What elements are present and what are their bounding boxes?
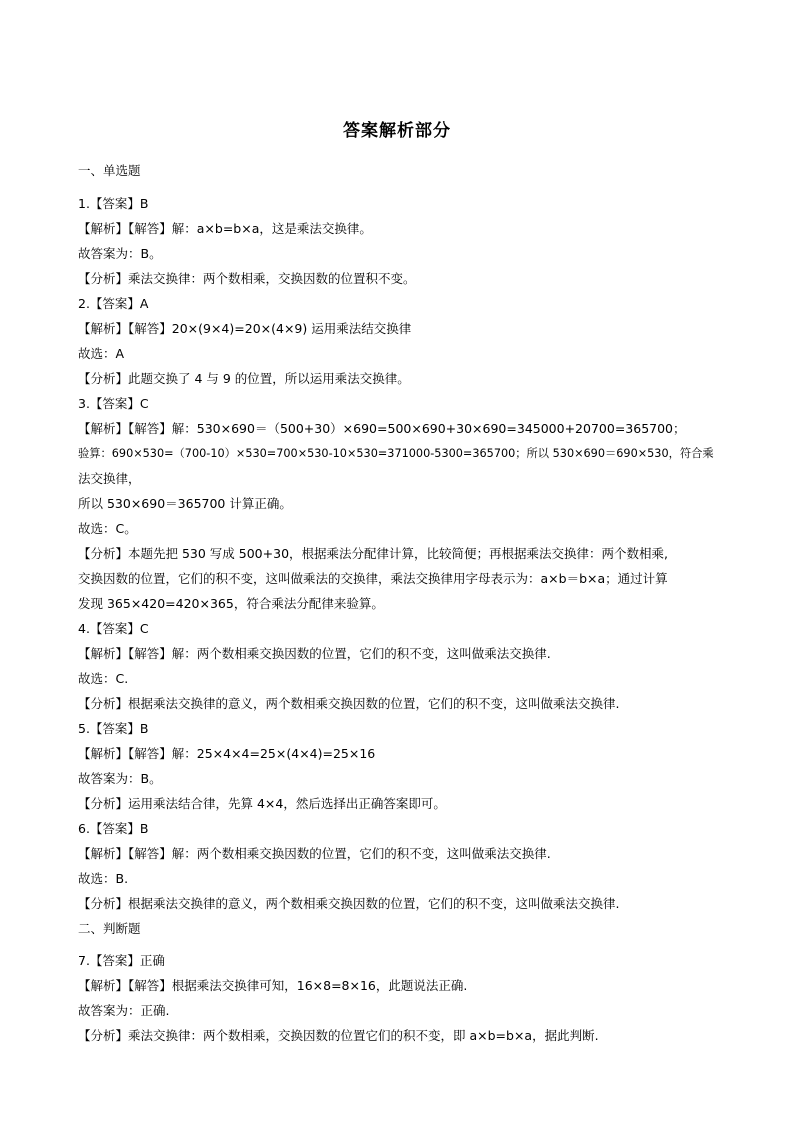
answer-line: 4.【答案】C [78,621,149,636]
text-line: 发现 365×420=420×365，符合乘法分配律来验算。 [78,596,384,611]
answer-line: 2.【答案】A [78,296,149,311]
text-line: 【解析】【解答】根据乘法交换律可知，16×8=8×16，此题说法正确. [78,978,468,993]
text-line: 【分析】本题先把 530 写成 500+30，根据乘法分配律计算，比较简便；再根据乘法交换律：两个数相乘, [78,546,668,561]
text-line: 【解析】【解答】20×(9×4)=20×(4×9) 运用乘法结交换律 [78,321,412,336]
answer-line: 1.【答案】B [78,196,149,211]
text-line: 【分析】根据乘法交换律的意义，两个数相乘交换因数的位置，它们的积不变，这叫做乘法交换律. [78,896,620,911]
text-line: 【解析】【解答】解：530×690＝（500+30）×690=500×690+30×690=345000+20700=365700； [78,421,686,436]
text-line: 故答案为：B。 [78,246,162,261]
answer-line: 6.【答案】B [78,821,149,836]
answer-line: 7.【答案】正确 [78,953,165,968]
answer-line: 5.【答案】B [78,721,149,736]
text-line: 交换因数的位置，它们的积不变，这叫做乘法的交换律，乘法交换律用字母表示为：a×b＝b×a；通过计算 [78,571,668,586]
text-line: 故选：C. [78,671,129,686]
text-line: 故选：C。 [78,521,137,536]
text-line: 【分析】运用乘法结合律，先算 4×4，然后选择出正确答案即可。 [78,796,446,811]
text-line: 【分析】根据乘法交换律的意义，两个数相乘交换因数的位置，它们的积不变，这叫做乘法交换律. [78,696,620,711]
text-line: 故选：B. [78,871,129,886]
text-line: 【分析】乘法交换律：两个数相乘，交换因数的位置积不变。 [78,271,416,286]
text-line: 验算：690×530=（700-10）×530=700×530-10×530=371000-5300=365700；所以 530×690＝690×530，符合乘 [78,447,714,460]
text-line: 故答案为：B。 [78,771,162,786]
page-title: 答案解析部分 [343,121,451,141]
text-line: 【解析】【解答】解：两个数相乘交换因数的位置，它们的积不变，这叫做乘法交换律. [78,646,551,661]
text-line: 所以 530×690＝365700 计算正确。 [78,496,292,511]
text-line: 【分析】此题交换了 4 与 9 的位置，所以运用乘法交换律。 [78,371,410,386]
text-line: 【解析】【解答】解：25×4×4=25×(4×4)=25×16 [78,746,376,761]
text-line: 故选：A [78,346,125,361]
text-line: 【解析】【解答】解：a×b=b×a，这是乘法交换律。 [78,221,372,236]
text-line: 【分析】乘法交换律：两个数相乘，交换因数的位置它们的积不变，即 a×b=b×a，据此判断. [78,1028,599,1043]
text-line: 故答案为：正确. [78,1003,170,1018]
answer-line: 3.【答案】C [78,396,149,411]
section-heading: 二、判断题 [78,921,141,936]
section-heading: 一、单选题 [78,163,141,178]
text-line: 【解析】【解答】解：两个数相乘交换因数的位置，它们的积不变，这叫做乘法交换律. [78,846,551,861]
text-line: 法交换律， [78,471,141,486]
